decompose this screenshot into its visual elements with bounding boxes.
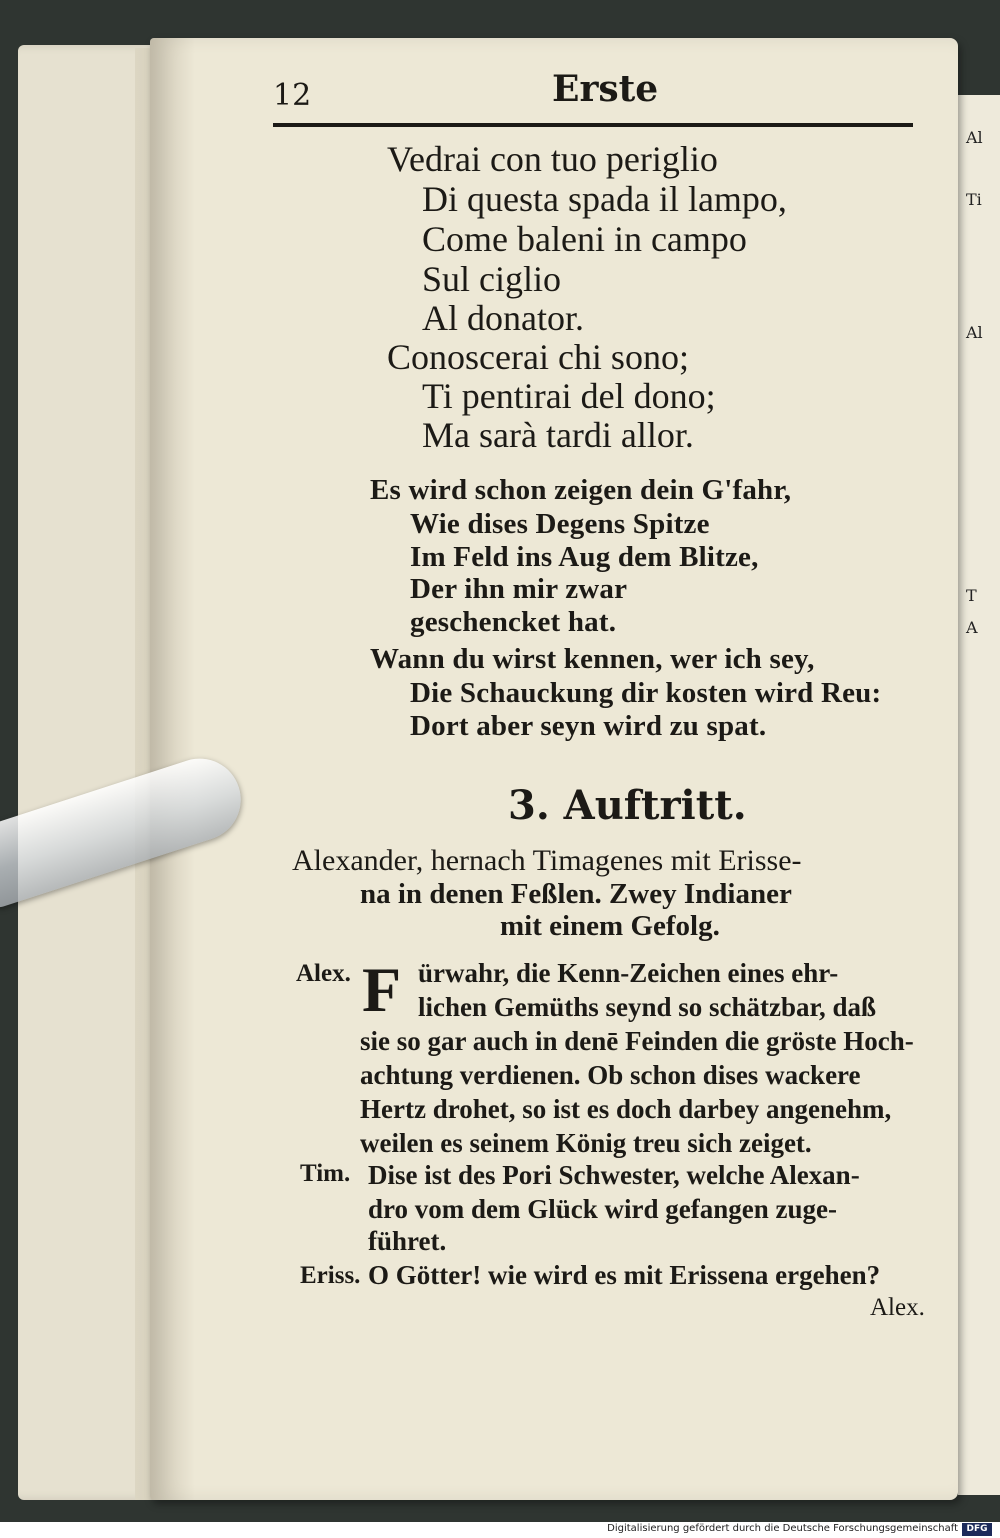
verse-line: Ma sarà tardi allor. xyxy=(422,415,694,455)
fragment-text: Al xyxy=(966,128,983,147)
verse-line: Der ihn mir zwar xyxy=(410,573,628,605)
fragment-text: Al xyxy=(966,323,983,342)
scene-heading: 3. Auftritt. xyxy=(508,782,747,829)
speaker-label: Tim. xyxy=(300,1160,351,1187)
speech-line: achtung verdienen. Ob schon dises wackere xyxy=(360,1060,861,1090)
speech-line: dro vom dem Glück wird gefangen zuge- xyxy=(368,1194,837,1224)
cast-line: Alexander, hernach Timagenes mit Erisse- xyxy=(292,844,802,877)
cast-line: mit einem Gefolg. xyxy=(500,910,720,942)
fragment-text: A xyxy=(966,618,978,637)
running-head: Erste xyxy=(552,68,659,110)
verse-line: Dort aber seyn wird zu spat. xyxy=(410,710,767,742)
page-number: 12 xyxy=(273,78,312,113)
dfg-logo-icon: DFG xyxy=(962,1523,992,1536)
speech-line: weilen es seinem König treu sich zeiget. xyxy=(360,1128,812,1158)
verse-line: geschencket hat. xyxy=(410,606,617,638)
verse-line: Ti pentirai del dono; xyxy=(422,376,716,416)
speech-line: lichen Gemüths seynd so schätzbar, daß xyxy=(418,992,877,1022)
speech-line: sie so gar auch in denē Feinden die gröste Hoch- xyxy=(360,1026,914,1056)
verse-line: Al donator. xyxy=(422,298,584,338)
speech-line: Hertz drohet, so ist es doch darbey angenehm, xyxy=(360,1094,892,1124)
verse-line: Conoscerai chi sono; xyxy=(387,337,689,377)
verse-line: Wie dises Degens Spitze xyxy=(410,508,710,540)
verse-line: Es wird schon zeigen dein G'fahr, xyxy=(370,474,792,506)
speech-line: ürwahr, die Kenn-Zeichen eines ehr- xyxy=(418,958,839,988)
speech-line: führet. xyxy=(368,1226,447,1256)
header-rule xyxy=(273,123,913,127)
speaker-label: Eriss. xyxy=(300,1262,361,1289)
fragment-text: T xyxy=(966,586,977,605)
verse-line: Im Feld ins Aug dem Blitze, xyxy=(410,541,759,573)
speaker-label: Alex. xyxy=(296,960,351,987)
verse-line: Die Schauckung dir kosten wird Reu: xyxy=(410,677,882,709)
digitization-credit: Digitalisierung gefördert durch die Deutsche Forschungsgemeinschaft xyxy=(607,1523,958,1534)
decorated-initial: F xyxy=(362,954,402,1025)
verse-line: Come baleni in campo xyxy=(422,219,747,259)
speech-line: Dise ist des Pori Schwester, welche Alexan- xyxy=(368,1160,860,1190)
verse-line: Wann du wirst kennen, wer ich sey, xyxy=(370,643,815,675)
speech-line: O Götter! wie wird es mit Erissena ergehen? xyxy=(368,1260,881,1290)
verse-line: Vedrai con tuo periglio xyxy=(387,139,718,179)
fragment-text: Ti xyxy=(966,190,982,209)
catchword: Alex. xyxy=(870,1294,925,1321)
verse-line: Di questa spada il lampo, xyxy=(422,179,787,219)
verse-line: Sul ciglio xyxy=(422,259,562,299)
next-page-edge xyxy=(958,95,1000,1495)
cast-line: na in denen Feßlen. Zwey Indianer xyxy=(360,878,792,910)
